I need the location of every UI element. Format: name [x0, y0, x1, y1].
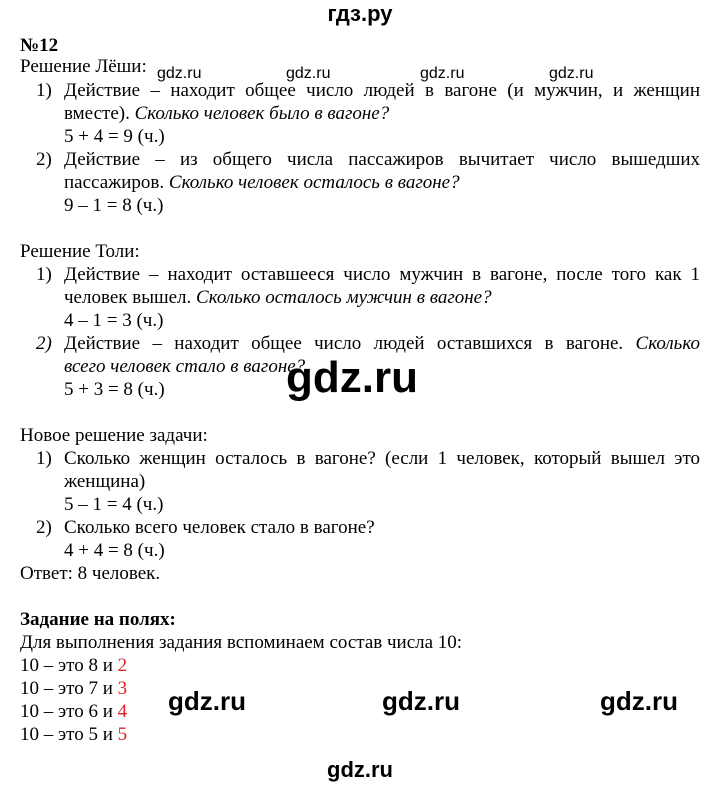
lesha-step2-formula: 9 – 1 = 8 (ч.) [64, 195, 164, 216]
tolya-step2-line1-italic: Сколько [635, 333, 700, 354]
watermark-footer: gdz.ru [327, 757, 393, 782]
lesha-step1-formula: 5 + 4 = 9 (ч.) [64, 126, 165, 147]
lesha-title: Решение Лёши: [20, 56, 147, 77]
new-step1-marker: 1) [36, 448, 52, 469]
watermark-row-item: gdz.ru [600, 686, 678, 716]
lesha-step1-question: Сколько человек было в вагоне? [134, 103, 390, 124]
number-composition-row [20, 723, 127, 746]
tolya-step2-line2 [64, 355, 305, 378]
row-prefix: 10 – это 6 и [20, 701, 118, 722]
number-composition-row [20, 700, 127, 723]
tolya-step1-question: Сколько осталось мужчин в вагоне? [196, 287, 492, 308]
lesha-step1-line2 [64, 102, 389, 125]
lesha-step2-question: Сколько человек осталось в вагоне? [168, 172, 460, 193]
row-highlight-value: 4 [117, 701, 128, 722]
watermark-row-item: gdz.ru [382, 686, 460, 716]
watermark-big: gdz.ru [286, 353, 418, 402]
row-prefix: 10 – это 7 и [20, 678, 118, 699]
tolya-step1-line1: Действие – находит оставшееся число мужчин в вагоне, после того как 1 [64, 264, 700, 285]
new-step1-formula: 5 – 1 = 4 (ч.) [64, 494, 164, 515]
lesha-step2-line1: Действие – из общего числа пассажиров вычитает число вышедших [64, 149, 700, 170]
tolya-step2-line1 [64, 332, 700, 355]
answer: Ответ: 8 человек. [20, 563, 161, 584]
site-header: гдз.ру [327, 1, 393, 26]
lesha-step1-marker: 1) [36, 80, 52, 101]
row-prefix: 10 – это 5 и [20, 724, 118, 745]
watermark-small: gdz.ru [549, 65, 594, 82]
tolya-step2-line1-plain: Действие – находит общее число людей оставшихся в вагоне. [64, 333, 636, 354]
number-composition-row [20, 677, 127, 700]
tolya-step2-marker [36, 332, 52, 355]
tolya-step1-formula: 4 – 1 = 3 (ч.) [64, 310, 164, 331]
new-step2-marker: 2) [36, 517, 52, 538]
number-composition-row [20, 654, 127, 677]
tolya-step1-line2 [64, 286, 492, 309]
watermark-small: gdz.ru [420, 65, 465, 82]
new-step1-line1: Сколько женщин осталось в вагоне? (если 1 человек, который вышел это [64, 448, 700, 469]
watermark-small: gdz.ru [286, 65, 331, 82]
new-solution-title: Новое решение задачи: [20, 425, 208, 446]
row-highlight-value: 2 [117, 655, 128, 676]
new-step2-line1: Сколько всего человек стало в вагоне? [64, 517, 375, 538]
task-number: №12 [20, 35, 59, 56]
watermark-row-item: gdz.ru [168, 686, 246, 716]
watermark-small: gdz.ru [157, 65, 202, 82]
tolya-title: Решение Толи: [20, 241, 140, 262]
row-highlight-value: 5 [117, 724, 128, 745]
lesha-step2-line2-plain: пассажиров. [64, 172, 169, 193]
margin-task-title: Задание на полях: [20, 609, 176, 630]
new-step2-formula: 4 + 4 = 8 (ч.) [64, 540, 165, 561]
lesha-step1-line2-plain: вместе). [64, 103, 135, 124]
row-highlight-value: 3 [117, 678, 128, 699]
tolya-step1-line2-plain: человек вышел. [64, 287, 197, 308]
lesha-step2-line2 [64, 171, 460, 194]
lesha-step1-line1: Действие – находит общее число людей в вагоне (и мужчин, и женщин [64, 80, 700, 101]
margin-task-intro: Для выполнения задания вспоминаем состав числа 10: [20, 632, 463, 653]
new-step1-line2: женщина) [64, 471, 146, 492]
tolya-step2-formula: 5 + 3 = 8 (ч.) [64, 379, 165, 400]
lesha-step2-marker: 2) [36, 149, 52, 170]
row-prefix: 10 – это 8 и [20, 655, 118, 676]
tolya-step1-marker: 1) [36, 264, 52, 285]
tolya-step2-marker-text: 2) [36, 333, 52, 354]
tolya-step2-question: всего человек стало в вагоне? [64, 356, 306, 377]
